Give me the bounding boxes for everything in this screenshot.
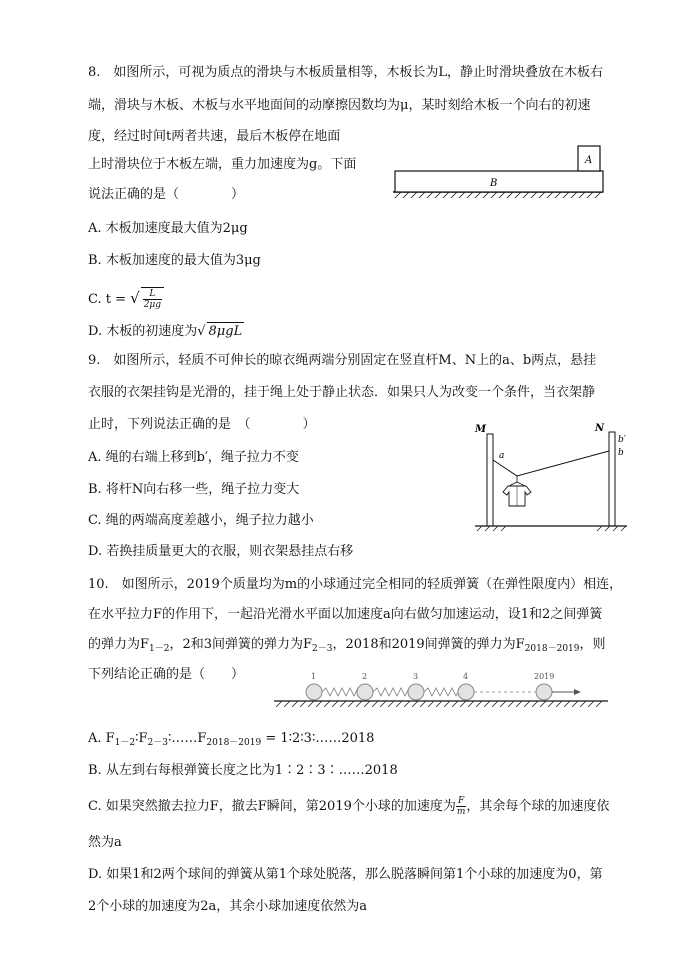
q10-ball-label-2019: 2019 <box>534 672 555 681</box>
q10-ball-label-1: 1 <box>311 672 317 681</box>
q10-option-a-part4: = 1∶2∶3∶……2018 <box>261 731 375 746</box>
q8-option-c-prefix: C. t = <box>88 292 131 307</box>
q10-option-d-line2: 2个小球的加速度为2a，其余小球加速度依然为a <box>88 899 368 914</box>
q8-board-figure <box>385 142 605 202</box>
q8-stem-line4: 上时滑块位于木板左端，重力加速度为g。下面 <box>88 157 357 172</box>
q9-label-m: M <box>475 424 487 435</box>
q9-option-a[interactable]: A. 绳的右端上移到b′，绳子拉力不变 <box>88 450 299 465</box>
q10-option-a-part3: ∶……F <box>168 731 207 746</box>
q9-label-bp: b′ <box>618 435 626 445</box>
q8-option-a[interactable]: A. 木板加速度最大值为2μg <box>88 221 248 236</box>
q9-option-b[interactable]: B. 将杆N向右移一些，绳子拉力变大 <box>88 482 300 497</box>
q10-option-c-line1[interactable] <box>88 794 609 820</box>
q10-stem-line3-part-b: ，2和3间弹簧的弹力为F <box>169 637 313 652</box>
q8-stem-line2: 端，滑块与木板、木板与水平地面间的动摩擦因数均为μ，某时刻给木板一个向右的初速 <box>88 98 591 113</box>
q8-option-d-radicand: 8μgL <box>208 324 243 339</box>
q9-stem-line1: 9. 如图所示，轻质不可伸长的晾衣绳两端分别固定在竖直杆M、N上的a、b两点，悬挂 <box>88 353 597 368</box>
q10-stem-line3-part-d: ，则 <box>579 637 606 652</box>
q10-option-d-line1[interactable]: D. 如果1和2两个球间的弹簧从第1个球处脱落，那么脱落瞬间第1个小球的加速度为0，第 <box>88 867 603 882</box>
q10-option-a-part2: ∶F <box>135 731 148 746</box>
q9-stem-line3: 止时，下列说法正确的是 （ ） <box>88 417 316 432</box>
q10-stem-line4: 下列结论正确的是（ ） <box>88 667 245 682</box>
q10-subscript-1: 1－2 <box>149 644 170 654</box>
q10-option-a[interactable] <box>88 730 374 752</box>
q9-label-a: a <box>499 451 505 461</box>
q10-stem-line2: 在水平拉力F的作用下，一起沿光滑水平面以加速度a向右做匀加速运动，设1和2之间弹簧 <box>88 607 603 622</box>
q10-stem-line3-part-a: 的弹力为F <box>88 637 150 652</box>
q10-option-c-den: m <box>456 807 466 817</box>
q8-option-c-num: L <box>143 289 162 300</box>
q10-option-a-sub3: 2018－2019 <box>206 738 262 748</box>
q8-board-b-label: B <box>490 178 498 189</box>
q10-option-b[interactable]: B. 从左到右每根弹簧长度之比为1∶2∶3∶……2018 <box>88 763 398 778</box>
q10-force-arrow-icon <box>574 689 581 695</box>
q9-label-b: b <box>618 448 624 458</box>
q8-option-c[interactable]: C. t = √ $\frac{L}{2\mu g}$ <box>88 286 164 312</box>
q8-option-c-den: 2μg <box>143 300 162 310</box>
q8-stem-line5: 说法正确的是（ ） <box>88 187 245 202</box>
q10-option-c-line2: 然为a <box>88 835 122 850</box>
q10-option-a-sub2: 2－3 <box>147 738 168 748</box>
q10-option-a-sub1: 1－2 <box>114 738 136 748</box>
q10-option-c-part1: C. 如果突然撤去拉力F，撤去F瞬间，第2019个小球的加速度为 <box>88 799 456 814</box>
q8-stem-line1: 8. 如图所示，可视为质点的滑块与木板质量相等，木板长为L，静止时滑块叠放在木板右 <box>88 65 604 80</box>
q10-option-c-part2: ，其余每个球的加速度依 <box>466 799 610 814</box>
q10-stem-line3-part-c: ，2018和2019间弹簧的弹力为F <box>332 637 525 652</box>
q10-subscript-2: 2－3 <box>312 644 333 654</box>
q10-ball-label-4: 4 <box>463 672 469 681</box>
q8-option-d-prefix: D. 木板的初速度为 <box>88 324 198 339</box>
q10-subscript-3: 2018－2019 <box>524 644 580 654</box>
q10-spring-ball-figure <box>272 670 612 710</box>
q10-stem-line1: 10. 如图所示，2019个质量均为m的小球通过完全相同的轻质弹簧（在弹性限度内）相连， <box>88 577 623 592</box>
q10-option-c-num: F <box>456 796 467 807</box>
q10-ball-label-3: 3 <box>413 672 419 681</box>
q8-board-b <box>395 171 603 192</box>
q10-option-a-part1: A. F <box>88 731 115 746</box>
q9-option-d[interactable]: D. 若换挂质量更大的衣服，则衣架悬挂点右移 <box>88 544 354 559</box>
q10-ball-label-2: 2 <box>362 672 368 681</box>
q8-stem-line3: 度，经过时间t两者共速，最后木板停在地面 <box>88 129 341 144</box>
q9-option-c[interactable]: C. 绳的两端高度差越小，绳子拉力越小 <box>88 513 314 528</box>
q9-clothesline-figure <box>473 422 633 532</box>
q9-stem-line2: 衣服的衣架挂钩是光滑的，挂于绳上处于静止状态．如果只人为改变一个条件，当衣架静 <box>88 385 596 400</box>
q10-stem-line3 <box>88 636 606 658</box>
q8-option-b[interactable]: B. 木板加速度的最大值为3μg <box>88 253 261 268</box>
q9-label-n: N <box>595 423 605 434</box>
q8-option-d[interactable]: D. 木板的初速度为√ 8μgL <box>88 324 243 339</box>
q8-block-a-label: A <box>585 155 593 166</box>
